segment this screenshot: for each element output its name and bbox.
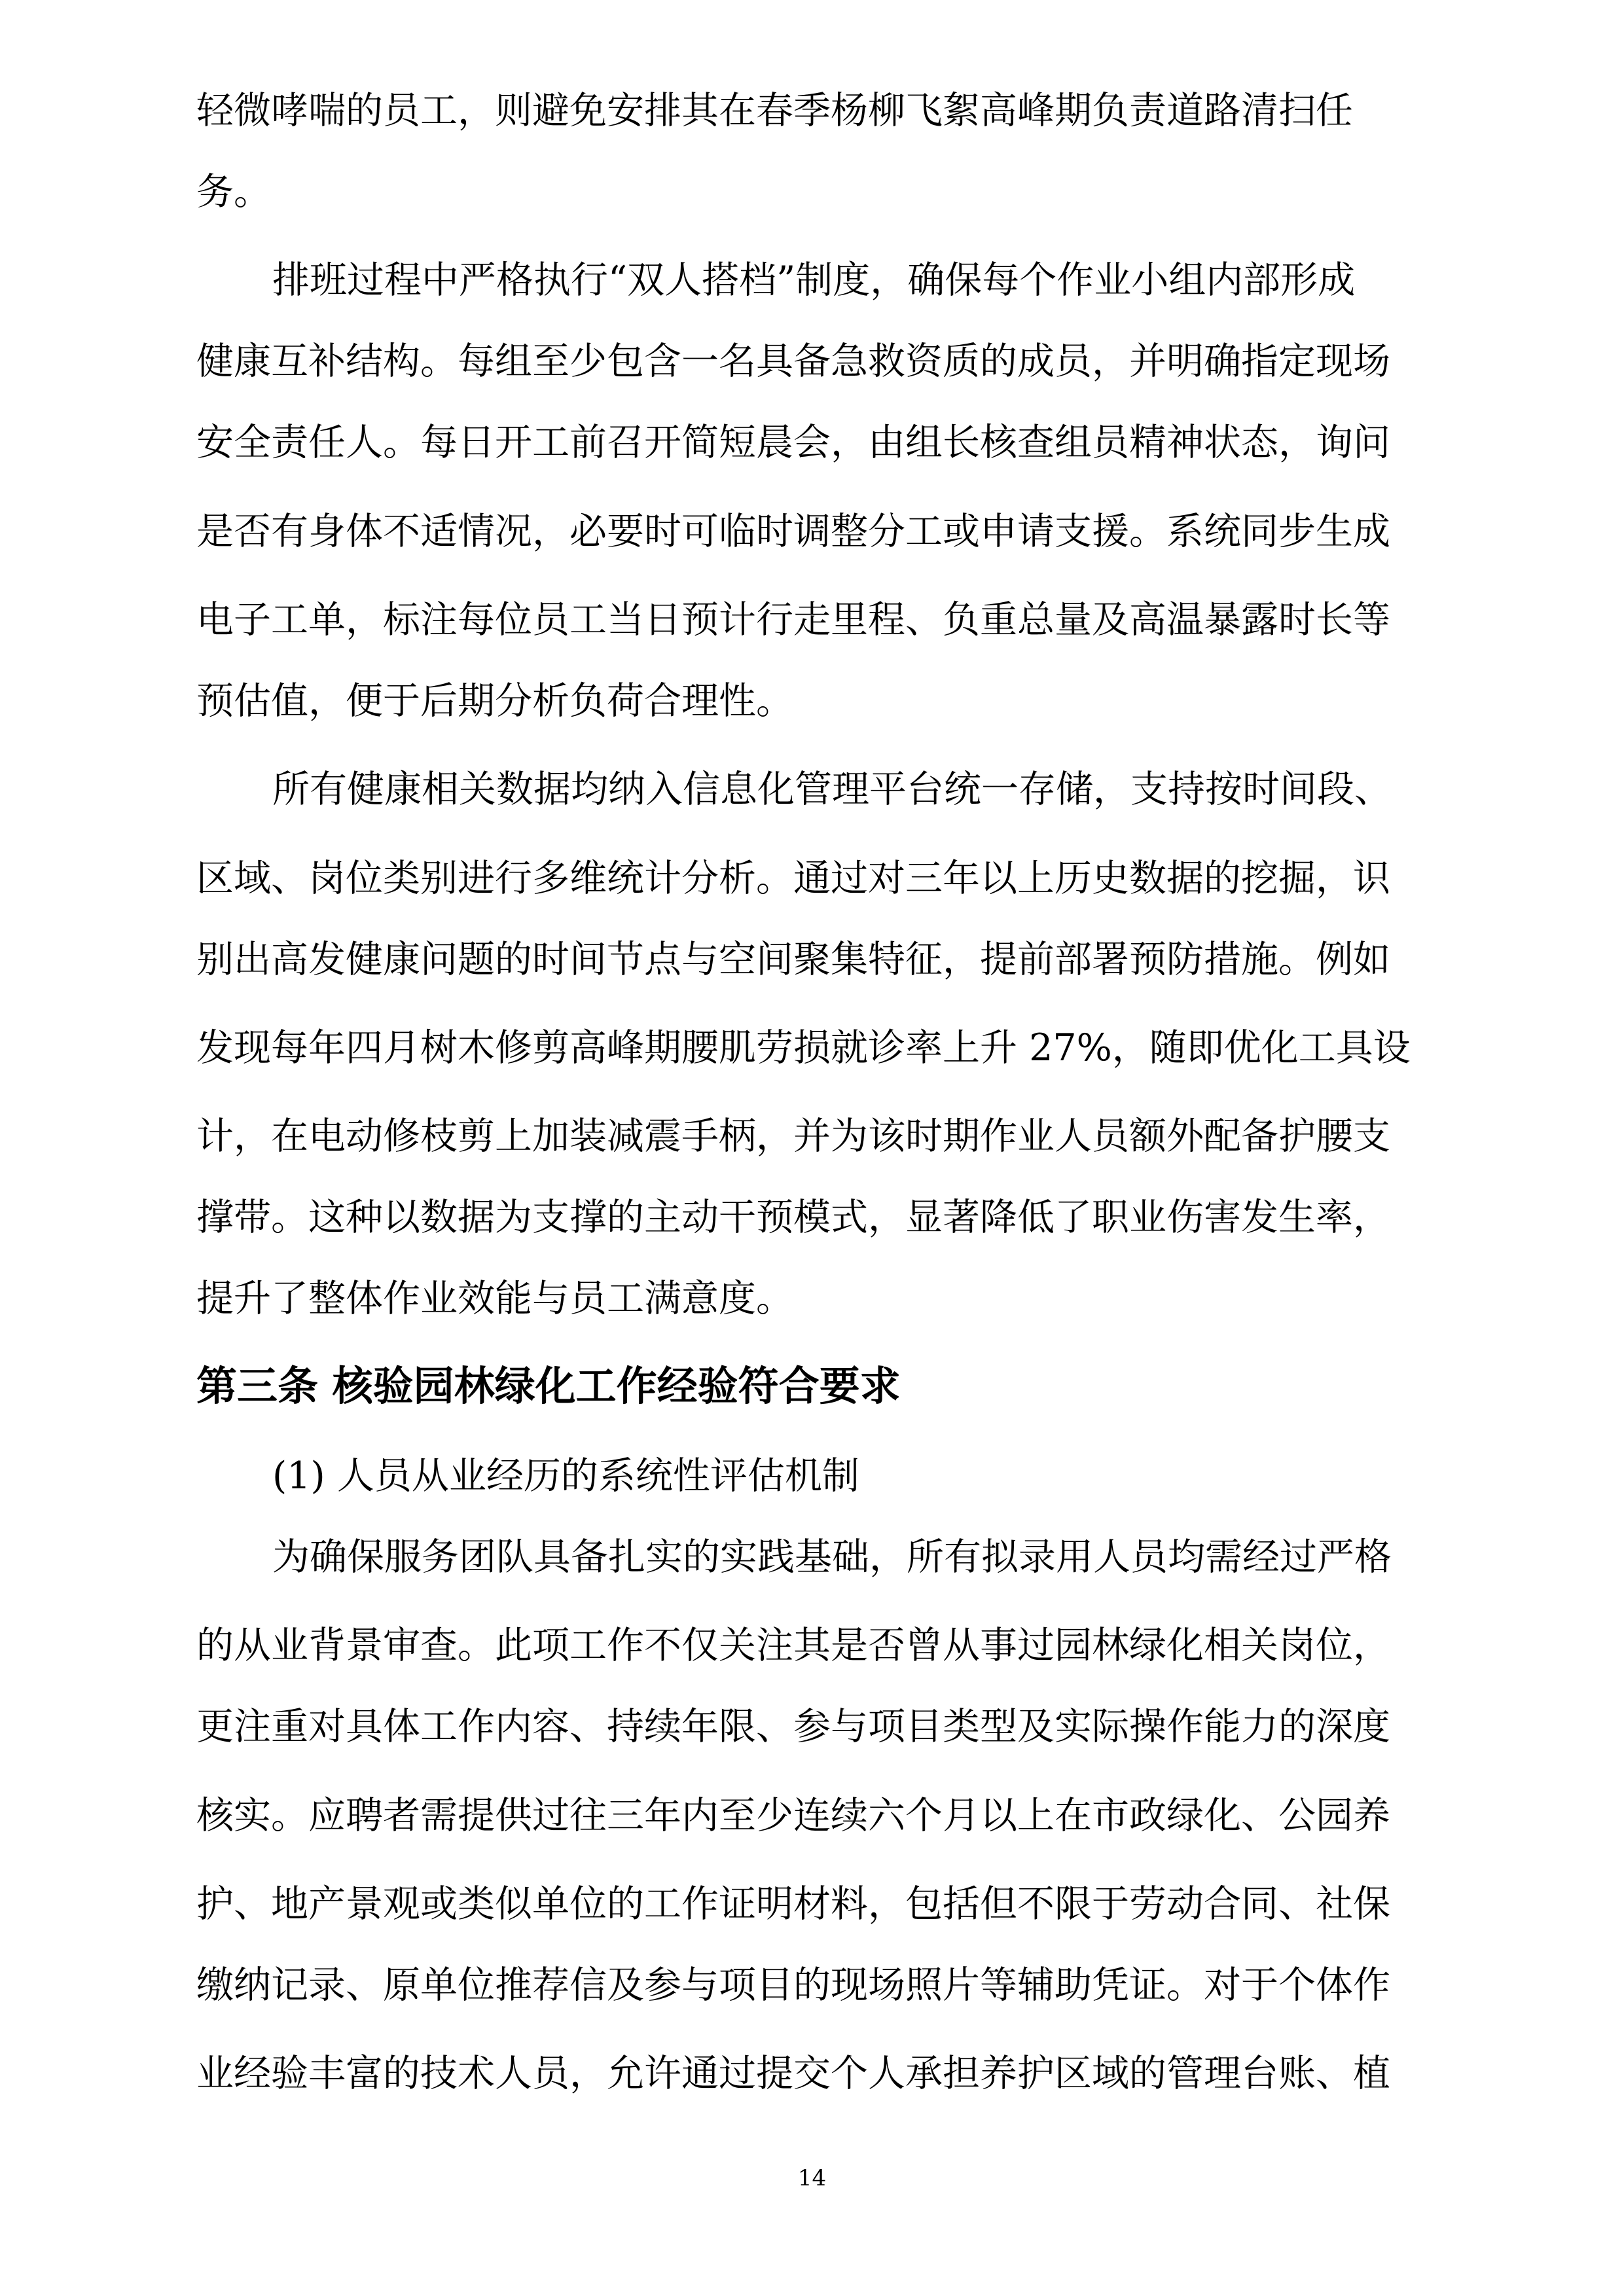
body-text-line: 业经验丰富的技术人员，允许通过提交个人承担养护区域的管理台账、植 [196,2052,1390,2095]
body-text-line: 是否有身体不适情况，必要时可临时调整分工或申请支援。系统同步生成 [196,510,1390,553]
body-text-line: 务。 [196,170,271,213]
body-text-line: 计，在电动修枝剪上加装减震手柄，并为该时期作业人员额外配备护腰支 [196,1115,1390,1158]
subsection-heading: (1) 人员从业经历的系统性评估机制 [272,1454,859,1498]
paragraph-first-line: 为确保服务团队具备扎实的实践基础，所有拟录用人员均需经过严格 [272,1535,1392,1579]
page-number: 14 [797,2165,827,2191]
body-text-line: 别出高发健康问题的时间节点与空间聚集特征，提前部署预防措施。例如 [196,938,1390,981]
body-text-line: 更注重对具体工作内容、持续年限、参与项目类型及实际操作能力的深度 [196,1705,1390,1748]
body-text-line: 缴纳记录、原单位推荐信及参与项目的现场照片等辅助凭证。对于个体作 [196,1964,1390,2007]
body-text-line: 安全责任人。每日开工前召开简短晨会，由组长核查组员精神状态，询问 [196,421,1390,464]
body-text-line: 健康互补结构。每组至少包含一名具备急救资质的成员，并明确指定现场 [196,340,1390,383]
paragraph-first-line: 排班过程中严格执行“双人搭档”制度，确保每个作业小组内部形成 [272,259,1356,302]
body-text-line: 撑带。这种以数据为支撑的主动干预模式，显著降低了职业伤害发生率， [196,1196,1390,1239]
body-text-line: 电子工单，标注每位员工当日预计行走里程、负重总量及高温暴露时长等 [196,598,1390,641]
body-text-line: 轻微哮喘的员工，则避免安排其在春季杨柳飞絮高峰期负责道路清扫任 [196,89,1353,132]
body-text-line: 核实。应聘者需提供过往三年内至少连续六个月以上在市政绿化、公园养 [196,1794,1390,1837]
body-text-line: 的从业背景审查。此项工作不仅关注其是否曾从事过园林绿化相关岗位， [196,1624,1390,1667]
body-text-line: 提升了整体作业效能与员工满意度。 [196,1277,793,1320]
body-text-line: 护、地产景观或类似单位的工作证明材料，包括但不限于劳动合同、社保 [196,1882,1390,1926]
body-text-line: 区域、岗位类别进行多维统计分析。通过对三年以上历史数据的挖掘，识 [196,857,1390,900]
paragraph-first-line: 所有健康相关数据均纳入信息化管理平台统一存储，支持按时间段、 [272,768,1392,811]
section-heading: 第三条 核验园林绿化工作经验符合要求 [196,1362,901,1410]
body-text-line: 预估值，便于后期分析负荷合理性。 [196,679,793,723]
body-text-line: 发现每年四月树木修剪高峰期腰肌劳损就诊率上升 27%，随即优化工具设 [196,1026,1411,1069]
